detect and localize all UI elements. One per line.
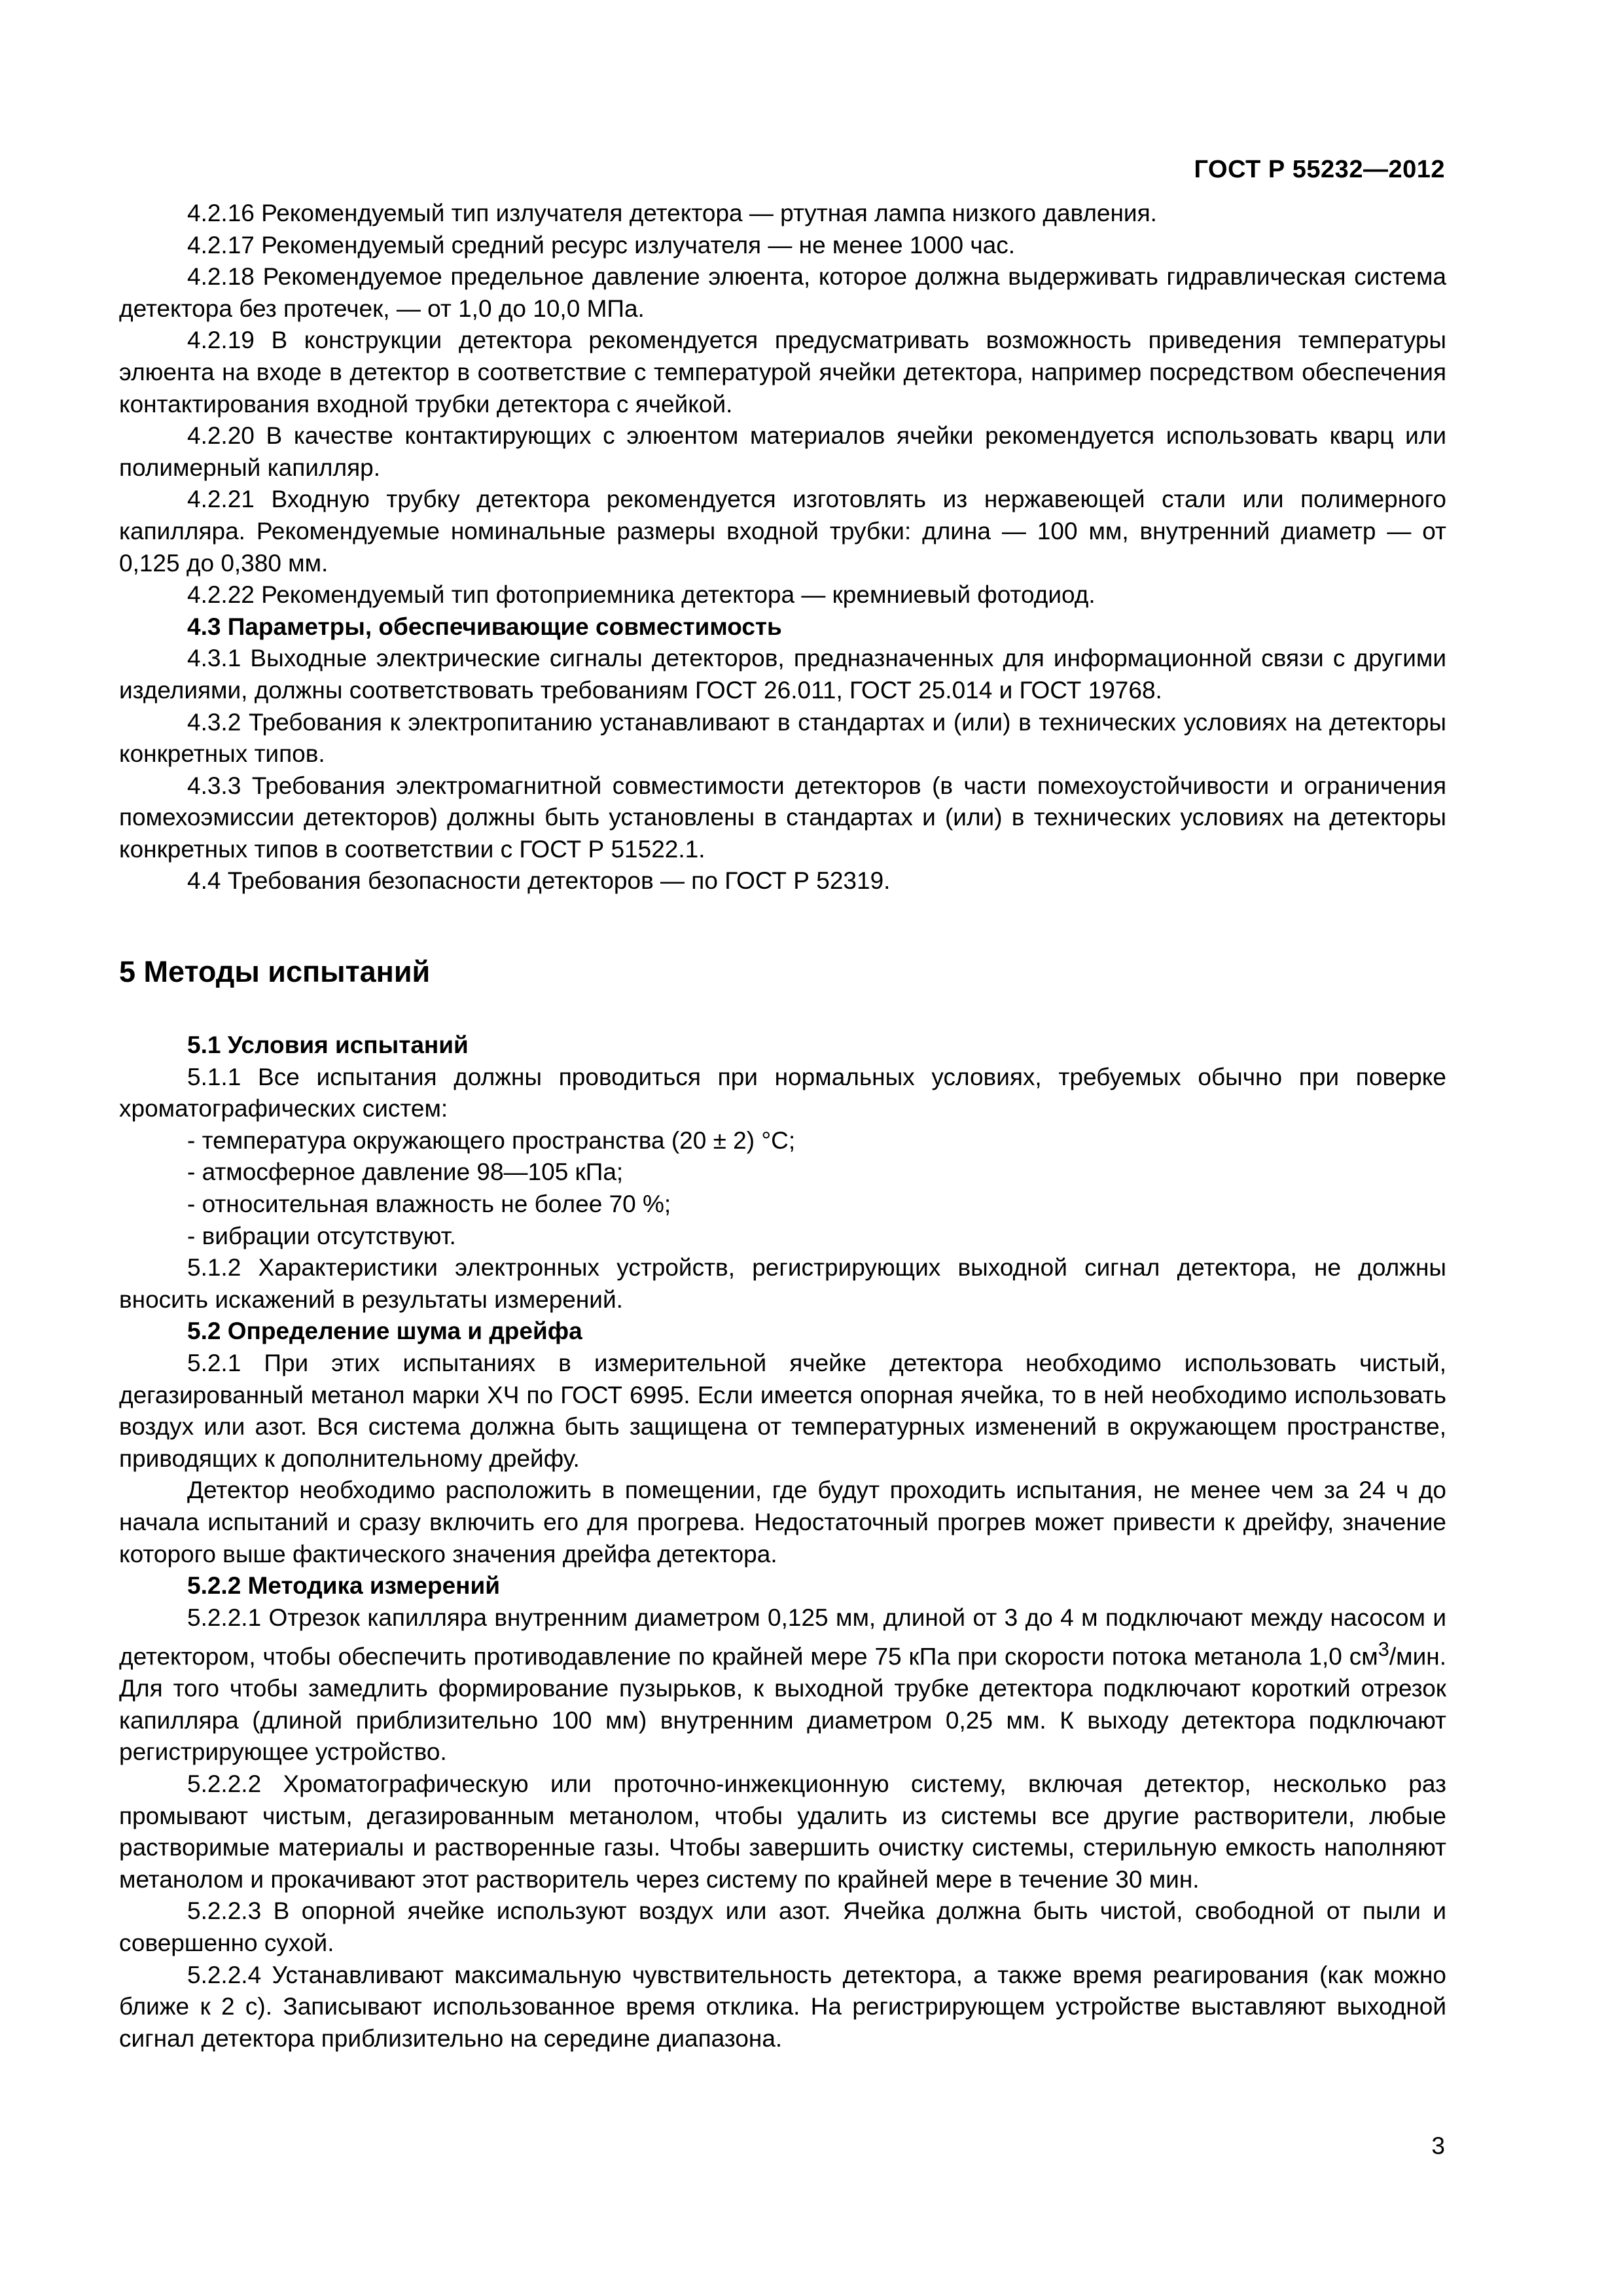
- heading-5-2-2: 5.2.2 Методика измерений: [187, 1572, 501, 1600]
- paragraph-5-2-2-4: 5.2.2.4 Устанавливают максимальную чувствительность детектора, а также время реагирования (как можно ближе к 2 с). Записывают использованное время отклика. На регистрирующем устройстве выставляют выходной сигнал детектора приблизительно на середине диапазона.: [119, 1961, 1446, 2052]
- paragraph-5-2-2-1: [119, 1602, 1446, 1768]
- heading-5-1: 5.1 Условия испытаний: [187, 1031, 469, 1059]
- list-item: - атмосферное давление 98—105 кПа;: [187, 1158, 624, 1186]
- paragraph-5-2-1-detector: Детектор необходимо расположить в помещении, где будут проходить испытания, не менее чем за 24 ч до начала испытаний и сразу включить его для прогрева. Недостаточный прогрев может привести к дрейфу, значение которого выше фактического значения дрейфа детектора.: [119, 1477, 1446, 1568]
- paragraph-5-2-2-1-start: 5.2.2.1 Отрезок капилляра внутренним диаметром 0,125 мм, длиной от 3 до 4 м подключают между насосом и детектором, чтобы обеспечить противодавление по крайней мере 75 кПа при скорости потока метанола 1,0 см: [119, 1604, 1446, 1670]
- paragraph-4-4: 4.4 Требования безопасности детекторов — по ГОСТ Р 52319.: [187, 867, 891, 895]
- paragraph-4-2-17: 4.2.17 Рекомендуемый средний ресурс излучателя — не менее 1000 час.: [187, 231, 1016, 259]
- paragraph-4-3-3: 4.3.3 Требования электромагнитной совместимости детекторов (в части помехоустойчивости и ограничения помехоэмиссии детекторов) должны быть установлены в стандартах и (или) в технических условиях на детекторы конкретных типов в соответствии с ГОСТ Р 51522.1.: [119, 772, 1446, 863]
- paragraph-4-3-1: 4.3.1 Выходные электрические сигналы детекторов, предназначенных для информационной связи с другими изделиями, должны соответствовать требованиям ГОСТ 26.011, ГОСТ 25.014 и ГОСТ 19768.: [119, 645, 1446, 704]
- paragraph-5-2-2-3: 5.2.2.3 В опорной ячейке используют воздух или азот. Ячейка должна быть чистой, свободной от пыли и совершенно сухой.: [119, 1897, 1446, 1957]
- list-item: - относительная влажность не более 70 %;: [187, 1191, 671, 1218]
- paragraph-4-3-2: 4.3.2 Требования к электропитанию устанавливают в стандартах и (или) в технических условиях на детекторы конкретных типов.: [119, 708, 1446, 768]
- paragraph-4-2-18: 4.2.18 Рекомендуемое предельное давление элюента, которое должна выдерживать гидравлическая система детектора без протечек, — от 1,0 до 10,0 МПа.: [119, 263, 1446, 322]
- paragraph-4-2-20: 4.2.20 В качестве контактирующих с элюентом материалов ячейки рекомендуется использовать кварц или полимерный капилляр.: [119, 422, 1446, 481]
- paragraph-5-1-2: 5.1.2 Характеристики электронных устройств, регистрирующих выходной сигнал детектора, не должны вносить искажений в результаты измерений.: [119, 1254, 1446, 1313]
- paragraph-5-2-1: 5.2.1 При этих испытаниях в измерительной ячейке детектора необходимо использовать чистый, дегазированный метанол марки ХЧ по ГОСТ 6995. Если имеется опорная ячейка, то в ней необходимо использовать воздух или азот. Вся система должна быть защищена от температурных изменений в окружающем пространстве, приводящих к дополнительному дрейфу.: [119, 1350, 1446, 1472]
- paragraph-5-2-2-2: 5.2.2.2 Хроматографическую или проточно-инжекционную систему, включая детектор, несколько раз промывают чистым, дегазированным метанолом, чтобы удалить из системы все другие растворители, любые растворимые материалы и растворенные газы. Чтобы завершить очистку системы, стерильную емкость наполняют метанолом и прокачивают этот растворитель через систему по крайней мере в течение 30 мин.: [119, 1770, 1446, 1893]
- list-item: - вибрации отсутствуют.: [187, 1222, 456, 1249]
- paragraph-4-2-16: 4.2.16 Рекомендуемый тип излучателя детектора — ртутная лампа низкого давления.: [187, 200, 1157, 226]
- document-body: [119, 198, 1446, 2054]
- paragraph-4-2-19: 4.2.19 В конструкции детектора рекомендуется предусматривать возможность приведения температуры элюента на входе в детектор в соответствие с температурой ячейки детектора, например посредством обеспечения контактирования входной трубки детектора с ячейкой.: [119, 327, 1446, 418]
- paragraph-4-2-22: 4.2.22 Рекомендуемый тип фотоприемника детектора — кремниевый фотодиод.: [187, 581, 1096, 609]
- paragraph-4-2-21: 4.2.21 Входную трубку детектора рекомендуется изготовлять из нержавеющей стали или полимерного капилляра. Рекомендуемые номинальные размеры входной трубки: длина — 100 мм, внутренний диаметр — от 0,125 до 0,380 мм.: [119, 486, 1446, 577]
- page-number: 3: [1431, 2132, 1445, 2159]
- list-item: - температура окружающего пространства (20 ± 2) °С;: [187, 1126, 796, 1154]
- heading-5-2: 5.2 Определение шума и дрейфа: [187, 1318, 582, 1345]
- paragraph-5-1-1: 5.1.1 Все испытания должны проводиться при нормальных условиях, требуемых обычно при поверке хроматографических систем:: [119, 1063, 1446, 1122]
- document-header: ГОСТ Р 55232—2012: [1194, 156, 1445, 183]
- heading-4-3: 4.3 Параметры, обеспечивающие совместимость: [187, 613, 782, 640]
- section-title-5: 5 Методы испытаний: [119, 955, 431, 989]
- paragraph-5-2-2-1-end: /мин. Для того чтобы замедлить формирование пузырьков, к выходной трубке детектора подключают короткий отрезок капилляра (длиной приблизительно 100 мм) внутренним диаметром 0,25 мм. К выходу детектора подключают регистрирующее устройство.: [119, 1643, 1446, 1766]
- superscript-cube: 3: [1378, 1638, 1389, 1661]
